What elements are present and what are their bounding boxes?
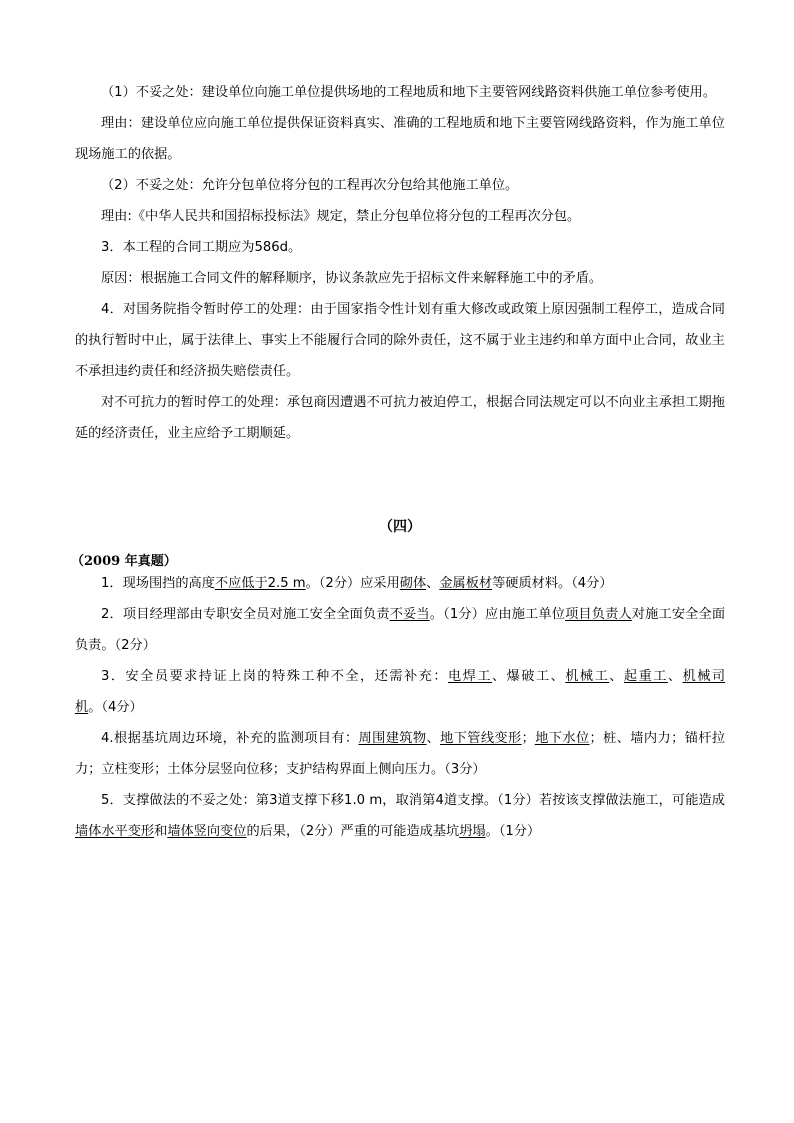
- answer-4-text: 、: [426, 731, 441, 746]
- paragraph-7: 4．对国务院指令暂时停工的处理：由于国家指令性计划有重大修改或政策上原因强制工程停工，造成合同的执行暂时中止，属于法律上、事实上不能履行合同的除外责任，这不属于业主违约和单方面中止合同，故业主不承担违约责任和经济损失赔偿责任。: [75, 302, 725, 379]
- answer-3-text: 3．安全员要求持证上岗的特殊工种不全，还需补充：: [101, 669, 448, 684]
- answer-1-text: 1．现场围挡的高度: [101, 576, 215, 591]
- answer-5-text: 5．支撑做法的不妥之处：第3道支撑下移1.0 m，取消第4道支撑。（1分）若按该支撑做法施工，可能造成: [101, 793, 725, 808]
- answer-1-keyword: 金属板材: [439, 576, 493, 591]
- answer-3-keyword: 机械工: [565, 669, 610, 684]
- section-title: （四）: [379, 519, 421, 535]
- answer-part-three: [75, 77, 725, 449]
- answer-2-text: 2．项目经理部由专职安全员对施工安全全面负责: [101, 607, 390, 622]
- answer-3-keyword: 电焊工: [447, 669, 492, 684]
- answer-2-text: 。（1分）应由施工单位: [429, 607, 566, 622]
- answer-4-text: ；桩、墙内力；锚杆拉力；立柱变形；土体分层竖向位移；支护结构界面上侧向压力。（3分）: [75, 731, 726, 777]
- answer-5-keyword: 墙体水平变形: [75, 824, 155, 839]
- paragraph-3: （2）不妥之处：允许分包单位将分包的工程再次分包给其他施工单位。: [101, 178, 519, 193]
- answer-5: [75, 785, 725, 847]
- answer-4-keyword: 地下水位: [534, 731, 590, 746]
- answer-5-text: 和: [154, 824, 168, 839]
- answer-1-keyword: 砌体: [399, 576, 427, 591]
- answer-3-keyword: 起重工: [623, 669, 668, 684]
- paragraph-2: 理由：建设单位应向施工单位提供保证资料真实、准确的工程地质和地下主要管网线路资料，作为施工单位现场施工的依据。: [75, 116, 725, 162]
- answer-5-text: 的后果，（2分）严重的可能造成基坑: [246, 824, 460, 839]
- paragraph-6: 原因：根据施工合同文件的解释顺序，协议条款应先于招标文件来解释施工中的矛盾。: [101, 271, 603, 286]
- answer-5-keyword: 坍塌: [459, 824, 486, 839]
- answer-3: [75, 661, 725, 723]
- paragraph-8: 对不可抗力的暂时停工的处理：承包商因遭遇不可抗力被迫停工，根据合同法规定可以不向业主承担工期拖延的经济责任，业主应给予工期顺延。: [75, 395, 725, 441]
- answer-5-keyword: 墙体竖向变位: [167, 824, 247, 839]
- answer-3-text: 、爆破工、: [491, 669, 566, 684]
- answer-3-text: 、: [609, 669, 624, 684]
- answer-2-keyword: 项目负责人: [565, 607, 632, 622]
- answer-4-keyword: 周围建筑物: [358, 731, 427, 746]
- answer-3-keyword: 机械司机: [75, 669, 726, 715]
- paragraph-4: 理由:《中华人民共和国招标投标法》规定，禁止分包单位将分包的工程再次分包。: [101, 209, 581, 224]
- answer-3-text: 、: [667, 669, 683, 684]
- answer-1-text: 等硬质材料。（4分）: [492, 576, 613, 591]
- answer-1-text: 。（2分）应采用: [305, 576, 400, 591]
- paragraph-5: 3．本工程的合同工期应为586d。: [101, 240, 302, 255]
- answer-1-keyword: 不应低于2.5 m: [214, 576, 306, 591]
- answer-2-keyword: 不妥当: [389, 607, 430, 622]
- answer-4-text: ；: [521, 731, 535, 746]
- year-label: （2009 年真题）: [71, 554, 177, 569]
- answer-4: [75, 723, 725, 785]
- answer-1-text: 、: [426, 576, 440, 591]
- answer-4-text: 4.根据基坑周边环境，补充的监测项目有：: [101, 731, 359, 746]
- answer-1: [75, 568, 725, 599]
- answer-2: [75, 599, 725, 661]
- answer-4-keyword: 地下管线变形: [440, 731, 522, 746]
- answer-2-text: 对施工安全全面负责。（2分）: [75, 607, 726, 653]
- answer-3-text: 。（4分）: [88, 700, 143, 715]
- paragraph-1: （1）不妥之处：建设单位向施工单位提供场地的工程地质和地下主要管网线路资料供施工单位参考使用。: [101, 85, 717, 100]
- answer-5-text: 。（1分）: [485, 824, 541, 839]
- answer-part-four: [75, 568, 725, 847]
